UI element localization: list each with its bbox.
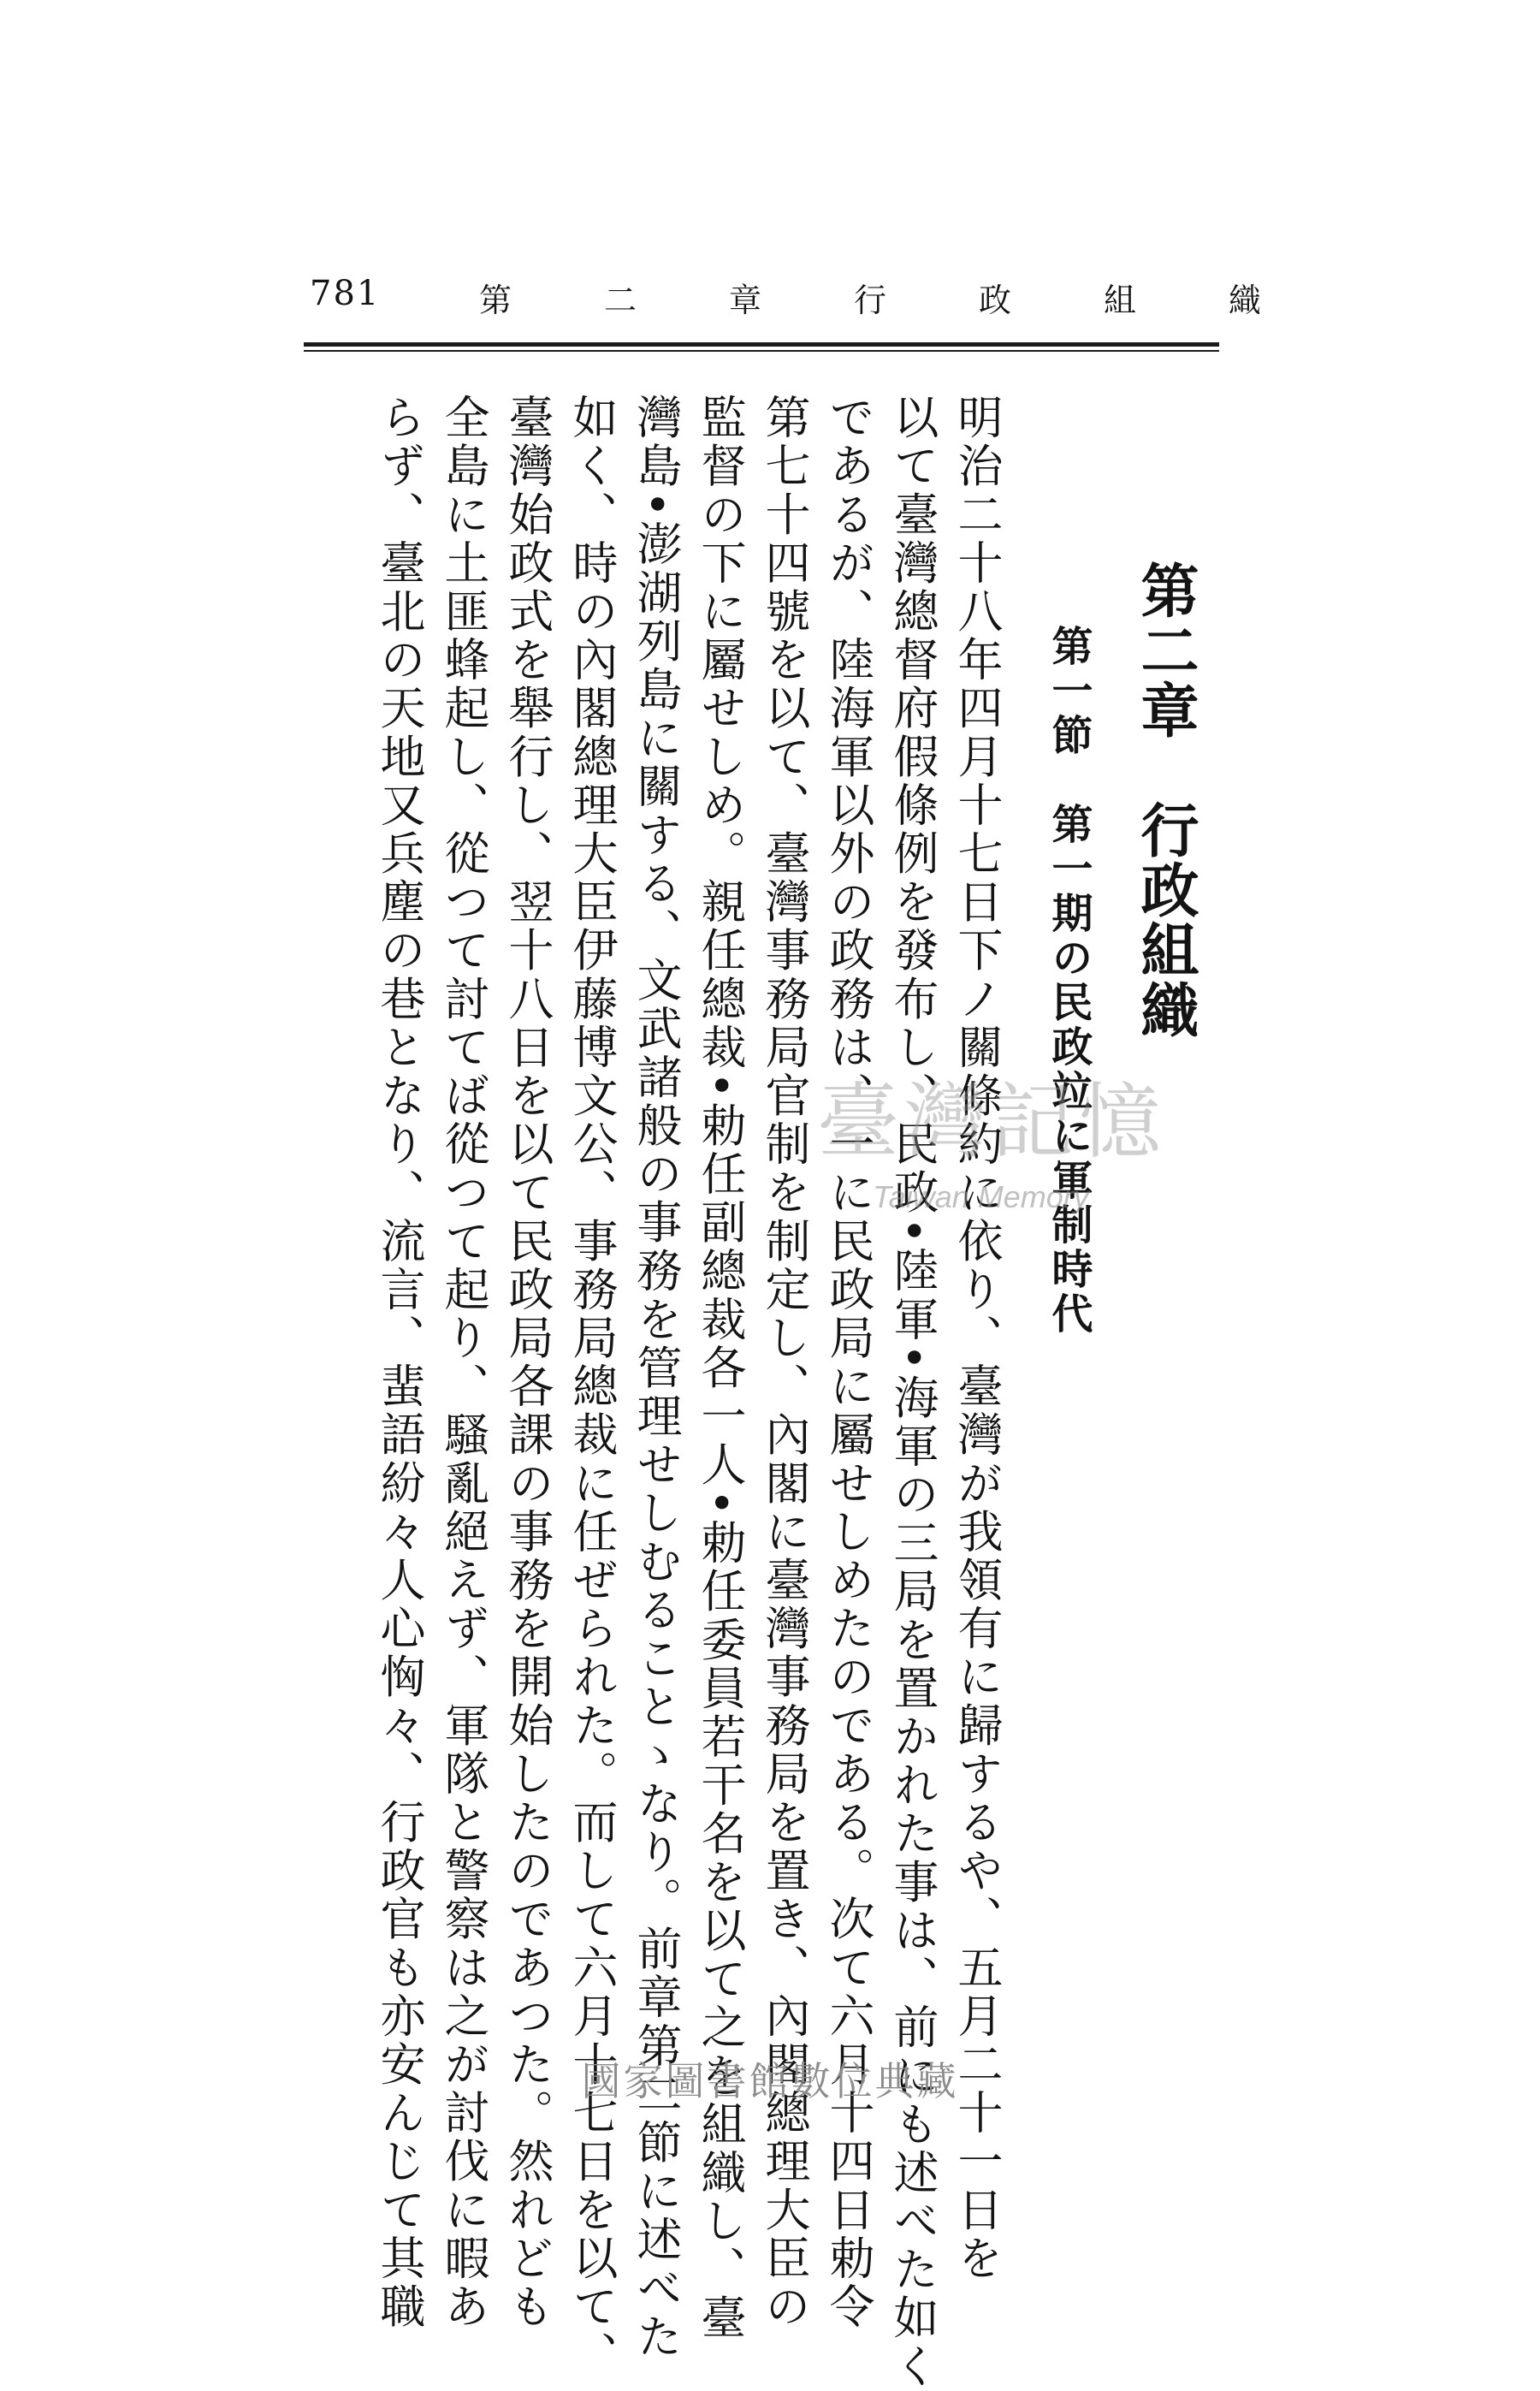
section-title: 第一節 第一期の民政竝に軍制時代 bbox=[1045, 625, 1093, 1337]
body-line: 第七十四號を以て、臺灣事務局官制を制定し、內閣に臺灣事務局を置き、內閣總理大臣の bbox=[758, 394, 810, 2331]
body-line: 明治二十八年四月十七日下ノ關條約に依り、臺灣が我領有に歸するや、五月二十一日を bbox=[951, 394, 1003, 2283]
chapter-title: 第二章 行政組織 bbox=[1131, 561, 1199, 1040]
body-line: 全島に土匪蜂起し、從つて討てば從つて起り、騷亂絕えず、軍隊と警察は之が討伐に暇あ bbox=[437, 394, 489, 2331]
header-rule-thin bbox=[304, 350, 1219, 352]
body-line: 如く、時の內閣總理大臣伊藤博文公、事務局總裁に任ぜられた。而して六月十七日を以て、 bbox=[566, 394, 618, 2380]
watermark-subtitle: Taiwan Memory bbox=[873, 1179, 1089, 1214]
header-rule bbox=[304, 342, 1219, 347]
body-line: らず、臺北の天地又兵塵の巷となり、流言、蜚語紛々人心恟々、行政官も亦安んじて其職 bbox=[373, 394, 425, 2331]
page-number: 781 bbox=[310, 274, 381, 313]
body-line: 監督の下に屬せしめ。親任總裁•勅任副總裁各一人•勅任委員若干名を以て之を組織し、臺 bbox=[694, 394, 746, 2343]
body-line: 以て臺灣總督府假條例を發布し、民政•陸軍•海軍の三局を置かれた事は、前にも述べた如く bbox=[886, 394, 939, 2391]
footer-watermark: 國家圖書館數位典藏 bbox=[581, 2058, 959, 2104]
body-line: であるが、陸海軍以外の政務は、一に民政局に屬せしめたのである。次て六月十四日勅令 bbox=[822, 394, 874, 2331]
running-title: 第二章行政組織 bbox=[479, 282, 1354, 319]
watermark-logo: 臺灣記憶 bbox=[817, 1074, 1166, 1170]
body-line: 灣島•澎湖列島に關する、文武諸般の事務を管理せしむることゝなり。前章第二節に述べた bbox=[630, 394, 682, 2361]
body-line: 臺灣始政式を舉行し、翌十八日を以て民政局各課の事務を開始したのであつた。然れども bbox=[501, 394, 554, 2331]
